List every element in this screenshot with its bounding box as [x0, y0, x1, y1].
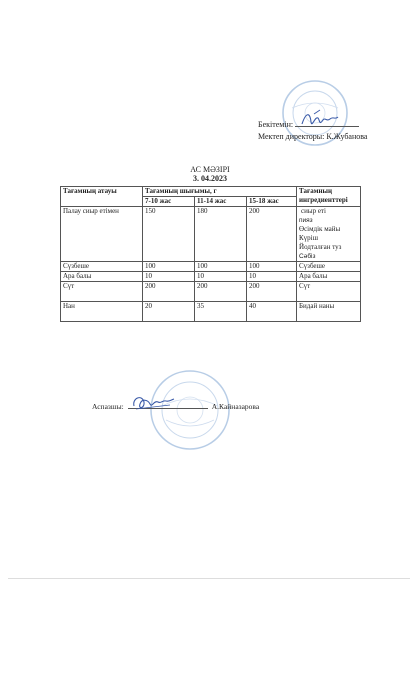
age-group-3: 15-18 жас — [247, 197, 297, 207]
age-group-1: 7-10 жас — [143, 197, 195, 207]
table-row — [61, 282, 361, 302]
cook-signature — [130, 392, 176, 414]
table-row — [61, 207, 361, 262]
ingredients-cell: Сүт — [297, 282, 361, 302]
ingredient: Өсімдік майы — [299, 225, 341, 233]
menu-table — [60, 186, 361, 322]
dish-name: Сүт — [61, 282, 143, 302]
portion-cell: 100 — [247, 262, 297, 272]
menu-title: АС МӘЗІРІ — [190, 165, 230, 174]
ingredients-cell: Ара балы — [297, 272, 361, 282]
ingredients-cell: Сүзбеше — [297, 262, 361, 272]
table-header-row — [61, 187, 361, 197]
table-row — [61, 272, 361, 282]
portion-cell: 150 — [143, 207, 195, 262]
portion-cell: 100 — [143, 262, 195, 272]
dish-name: Ара балы — [61, 272, 143, 282]
header-portion: Тағамның шығымы, г — [143, 187, 297, 197]
portion-cell: 35 — [195, 302, 247, 322]
page-bottom-divider — [8, 578, 410, 579]
director-signature — [300, 108, 340, 130]
portion-cell: 100 — [195, 262, 247, 272]
portion-cell: 20 — [143, 302, 195, 322]
ingredient: Күріш — [299, 234, 319, 242]
ingredient: пияз — [299, 217, 313, 224]
ingredient: Сәбіз — [299, 253, 316, 260]
portion-cell: 200 — [247, 282, 297, 302]
approval-label: Бекітемін: — [258, 120, 294, 129]
ingredient: сиыр еті — [301, 207, 326, 215]
portion-cell: 40 — [247, 302, 297, 322]
portion-cell: 200 — [247, 207, 297, 262]
menu-date: 3. 04.2023 — [193, 174, 227, 183]
cook-name: А.Кайназарова — [211, 402, 260, 411]
table-row — [61, 302, 361, 322]
table-row — [61, 262, 361, 272]
portion-cell: 10 — [143, 272, 195, 282]
dish-name: Палау сиыр етімен — [61, 207, 143, 262]
portion-cell: 10 — [195, 272, 247, 282]
header-ingredients: Тағамның ингредиенттері — [297, 187, 361, 207]
portion-cell: 180 — [195, 207, 247, 262]
portion-cell: 10 — [247, 272, 297, 282]
ingredients-cell — [297, 207, 361, 262]
ingredient: Йодталған туз — [299, 243, 342, 251]
dish-name: Сүзбеше — [61, 262, 143, 272]
portion-cell: 200 — [143, 282, 195, 302]
director-name: Мектеп директоры: К.Жубанова — [258, 132, 368, 141]
ingredients-cell: Бидай наны — [297, 302, 361, 322]
header-dish: Тағамның атауы — [61, 187, 143, 207]
age-group-2: 11-14 жас — [195, 197, 247, 207]
portion-cell: 200 — [195, 282, 247, 302]
dish-name: Нан — [61, 302, 143, 322]
cook-label: Аспазшы: — [92, 402, 124, 411]
